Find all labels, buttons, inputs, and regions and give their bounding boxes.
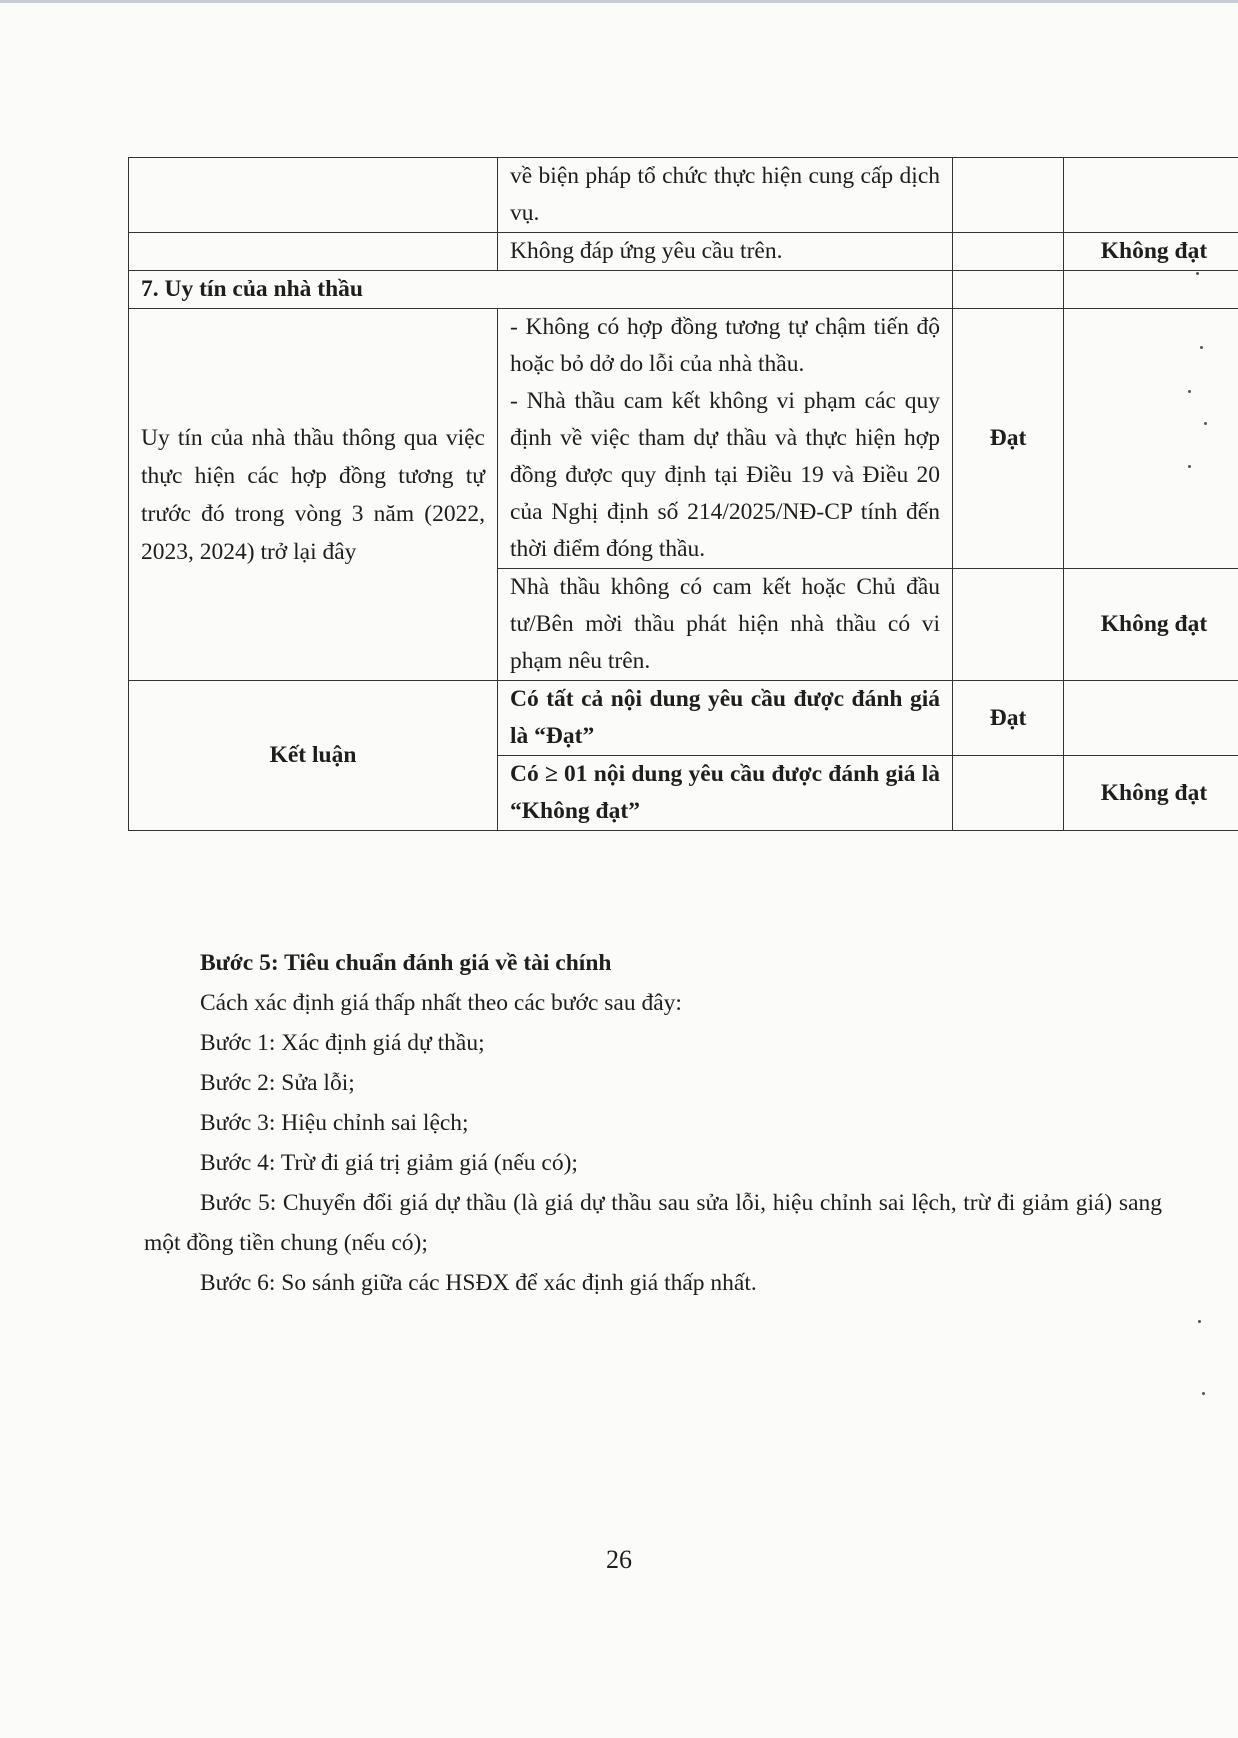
fail-cell <box>1064 271 1238 309</box>
step-line: Bước 1: Xác định giá dự thầu; <box>200 1030 485 1056</box>
criterion-text: Uy tín của nhà thầu thông qua việc thực hiện các hợp đồng tương tự trước đó trong vòng 3 năm (2022, 2023, 2024) trở lại đây <box>141 424 485 565</box>
pass-cell <box>953 569 1064 681</box>
criterion-cell <box>129 309 498 681</box>
section-heading-cell <box>129 271 953 309</box>
step-line: Bước 3: Hiệu chỉnh sai lệch; <box>200 1110 469 1136</box>
section-heading: Bước 5: Tiêu chuẩn đánh giá về tài chính <box>200 950 612 976</box>
scan-speck <box>1202 1392 1205 1395</box>
detail-cell: Có ≥ 01 nội dung yêu cầu được đánh giá là “Không đạt” <box>498 756 953 831</box>
pass-cell <box>953 158 1064 233</box>
step-line: Bước 4: Trừ đi giá trị giảm giá (nếu có); <box>200 1150 578 1176</box>
detail-cell: Có tất cả nội dung yêu cầu được đánh giá là “Đạt” <box>498 681 953 756</box>
page-top-edge <box>0 0 1238 3</box>
criterion-cell <box>129 233 498 271</box>
intro-line: Cách xác định giá thấp nhất theo các bước sau đây: <box>200 990 682 1016</box>
pass-cell: Đạt <box>953 681 1064 756</box>
conclusion-label-cell: Kết luận <box>129 681 498 831</box>
requirement-line: - Không có hợp đồng tương tự chậm tiến độ hoặc bỏ dở do lỗi của nhà thầu. <box>510 314 940 377</box>
detail-cell <box>498 309 953 569</box>
scan-speck <box>1200 346 1203 349</box>
section-heading: 7. Uy tín của nhà thầu <box>141 276 363 302</box>
fail-cell <box>1064 681 1238 756</box>
scan-speck <box>1188 390 1191 393</box>
scan-speck <box>1196 272 1199 275</box>
fail-cell: Không đạt <box>1064 569 1238 681</box>
fail-cell: Không đạt <box>1064 756 1238 831</box>
table-row <box>129 271 1238 309</box>
page-number: 26 <box>606 1545 632 1574</box>
pass-cell: Đạt <box>953 309 1064 569</box>
step-paragraph: Bước 5: Chuyển đổi giá dự thầu (là giá dự thầu sau sửa lỗi, hiệu chỉnh sai lệch, trừ đi giảm giá) sang một đồng tiền chung (nếu có); <box>144 1190 1162 1256</box>
pass-cell <box>953 233 1064 271</box>
detail-cell: Không đáp ứng yêu cầu trên. <box>498 233 953 271</box>
fail-cell <box>1064 158 1238 233</box>
scan-speck <box>1188 465 1191 468</box>
scan-speck <box>1198 1320 1201 1323</box>
step-line: Bước 2: Sửa lỗi; <box>200 1070 355 1096</box>
criteria-table <box>128 157 1238 831</box>
table-row <box>129 681 1238 756</box>
pass-cell <box>953 271 1064 309</box>
step-line: Bước 6: So sánh giữa các HSĐX để xác định giá thấp nhất. <box>200 1270 757 1296</box>
pass-cell <box>953 756 1064 831</box>
fail-cell: Không đạt <box>1064 233 1238 271</box>
criterion-cell <box>129 158 498 233</box>
scan-speck <box>1204 422 1207 425</box>
requirement-line: - Nhà thầu cam kết không vi phạm các quy định về việc tham dự thầu và thực hiện hợp đồng được quy định tại Điều 19 và Điều 20 của Nghị định số 214/2025/NĐ-CP tính đến thời điểm đóng thầu. <box>510 388 940 562</box>
fail-cell <box>1064 309 1238 569</box>
detail-cell: về biện pháp tổ chức thực hiện cung cấp dịch vụ. <box>498 158 953 233</box>
table-row <box>129 233 1238 271</box>
table-row <box>129 158 1238 233</box>
table-row <box>129 309 1238 569</box>
detail-cell: Nhà thầu không có cam kết hoặc Chủ đầu tư/Bên mời thầu phát hiện nhà thầu có vi phạm nêu trên. <box>498 569 953 681</box>
